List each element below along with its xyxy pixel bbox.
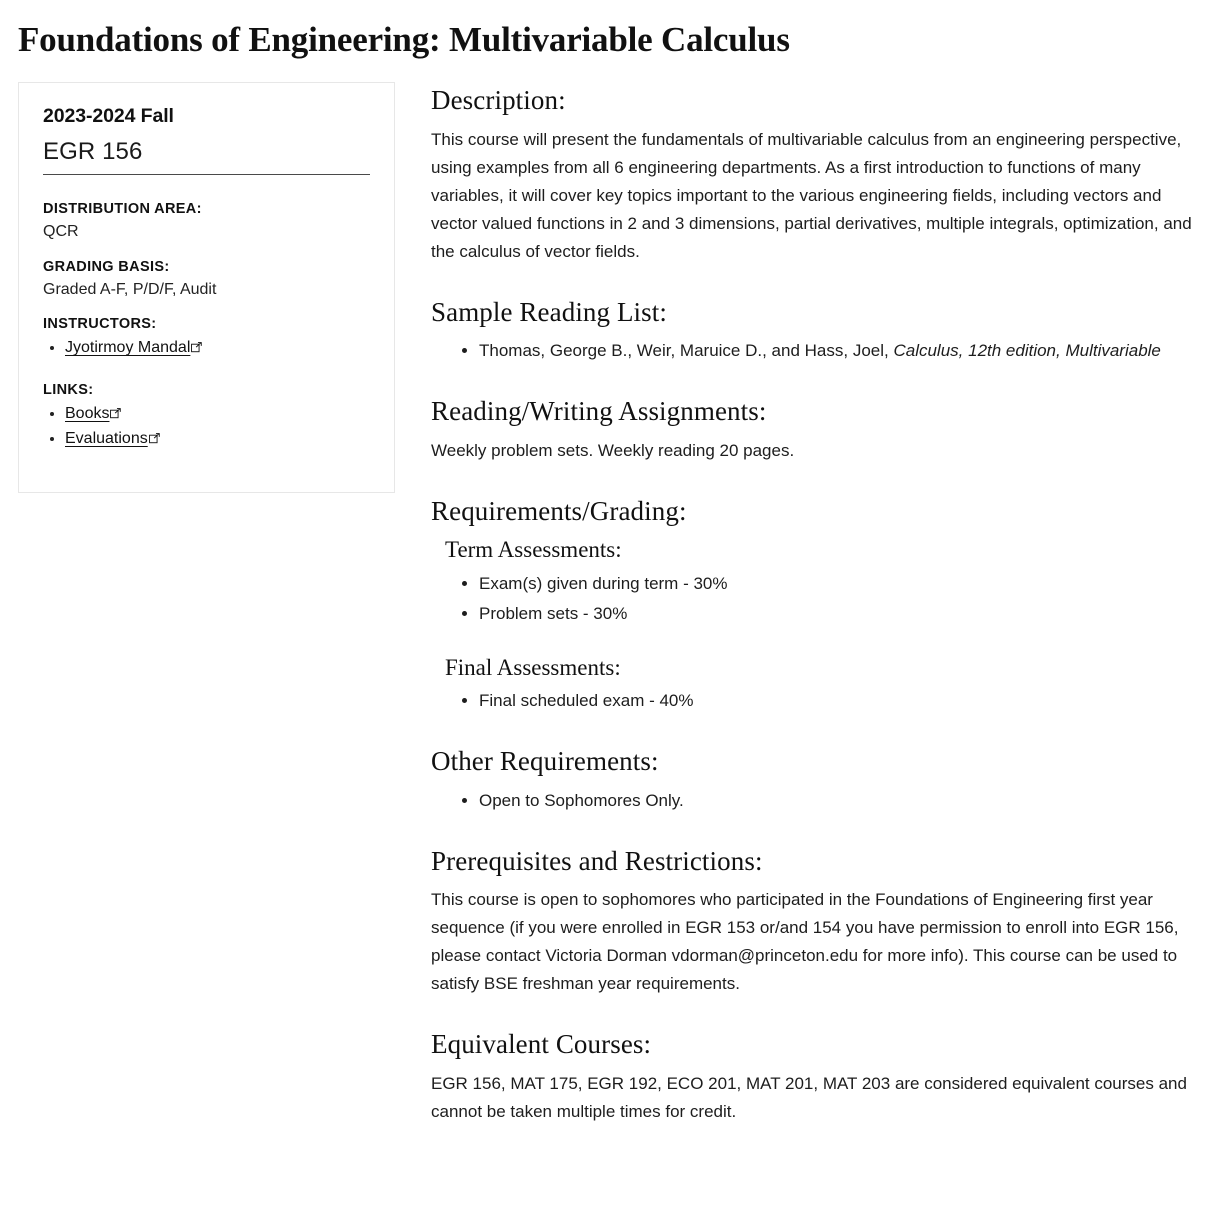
- reading-item-title: Calculus, 12th edition, Multivariable: [893, 341, 1161, 361]
- description-heading: Description:: [431, 85, 566, 116]
- page-title: Foundations of Engineering: Multivariable Calculus: [18, 20, 790, 59]
- distribution-area-value: QCR: [43, 223, 79, 241]
- term-assessments-list: [431, 570, 1212, 628]
- grading-basis-label: GRADING BASIS:: [43, 258, 170, 275]
- links-field: [43, 382, 370, 450]
- reading-writing-heading: Reading/Writing Assignments:: [431, 396, 767, 427]
- instructors-label: INSTRUCTORS:: [43, 316, 157, 333]
- section-sample-reading-list: [431, 296, 1212, 365]
- list-item: • Final scheduled exam - 40%: [479, 687, 1212, 715]
- final-assessments-list: [431, 687, 1212, 715]
- equivalent-courses-text: EGR 156, MAT 175, EGR 192, ECO 201, MAT 201, MAT 203 are considered equivalent courses and cannot be taken multiple times for credit.: [431, 1073, 1187, 1121]
- instructors-field: [43, 316, 370, 359]
- reading-item-authors: Thomas, George B., Weir, Maruice D., and Hass, Joel,: [479, 341, 894, 361]
- section-description: [431, 84, 1212, 266]
- link-evaluations[interactable]: [65, 430, 160, 447]
- distribution-area-field: [43, 201, 370, 243]
- links-list: [43, 402, 370, 450]
- course-code: EGR 156: [43, 138, 143, 166]
- link-books[interactable]: [65, 405, 121, 422]
- other-requirements-list: [431, 787, 1212, 815]
- instructor-link-jyotirmoy-mandal[interactable]: [65, 339, 202, 356]
- section-other-requirements: [431, 745, 1212, 814]
- course-term: 2023-2024 Fall: [43, 105, 174, 128]
- final-assessments-heading: Final Assessments:: [445, 654, 621, 680]
- description-text: This course will present the fundamentals of multivariable calculus from an engineering perspective, using examples from all 6 engineering departments. As a first introduction to functions of many variables, it will cover key topics important to the various engineering fields, including vectors and vector valued functions in 2 and 3 dimensions, partial derivatives, multiple integrals, optimization, and the calculus of vector fields.: [431, 129, 1192, 261]
- term-assessments-heading: Term Assessments:: [445, 537, 622, 563]
- list-item: • Exam(s) given during term - 30%: [479, 570, 1212, 598]
- instructors-list: [43, 336, 370, 359]
- section-reading-writing-assignments: [431, 395, 1212, 464]
- grading-basis-field: [43, 259, 370, 301]
- reading-list-items: [431, 337, 1212, 365]
- instructor-name: Jyotirmoy Mandal: [65, 339, 191, 357]
- list-item: [65, 336, 370, 359]
- grading-basis-value: Graded A-F, P/D/F, Audit: [43, 280, 217, 298]
- section-requirements-grading: [431, 495, 1212, 716]
- list-item: • Problem sets - 30%: [479, 600, 1212, 628]
- course-info-card: [18, 82, 395, 493]
- section-prerequisites-restrictions: [431, 845, 1212, 999]
- links-label: LINKS:: [43, 381, 94, 398]
- equivalent-courses-heading: Equivalent Courses:: [431, 1029, 652, 1060]
- list-item: [65, 427, 370, 450]
- link-evaluations-label: Evaluations: [65, 429, 148, 447]
- list-item: • Open to Sophomores Only.: [479, 787, 1212, 815]
- external-link-icon: [110, 408, 121, 419]
- reading-list-heading: Sample Reading List:: [431, 296, 667, 327]
- reading-writing-text: Weekly problem sets. Weekly reading 20 pages.: [431, 440, 795, 460]
- prerequisites-text: This course is open to sophomores who participated in the Foundations of Engineering first year sequence (if you were enrolled in EGR 153 or/and 154 you have permission to enroll into EGR 156, please contact Victoria Dorman vdorman@princeton.edu for more info). This course can be used to satisfy BSE freshman year requirements.: [431, 890, 1179, 994]
- list-item: [479, 337, 1212, 365]
- requirements-grading-heading: Requirements/Grading:: [431, 495, 687, 526]
- section-equivalent-courses: [431, 1028, 1212, 1125]
- external-link-icon: [149, 433, 160, 444]
- final-assessments-group: [431, 654, 1212, 716]
- page-layout: [0, 60, 1230, 1126]
- other-requirements-heading: Other Requirements:: [431, 746, 659, 777]
- external-link-icon: [191, 342, 202, 353]
- link-books-label: Books: [65, 404, 110, 422]
- course-content: [431, 82, 1212, 1126]
- list-item: [65, 402, 370, 425]
- term-assessments-group: [431, 536, 1212, 628]
- card-divider: [43, 174, 370, 175]
- prerequisites-heading: Prerequisites and Restrictions:: [431, 845, 763, 876]
- distribution-area-label: DISTRIBUTION AREA:: [43, 201, 202, 218]
